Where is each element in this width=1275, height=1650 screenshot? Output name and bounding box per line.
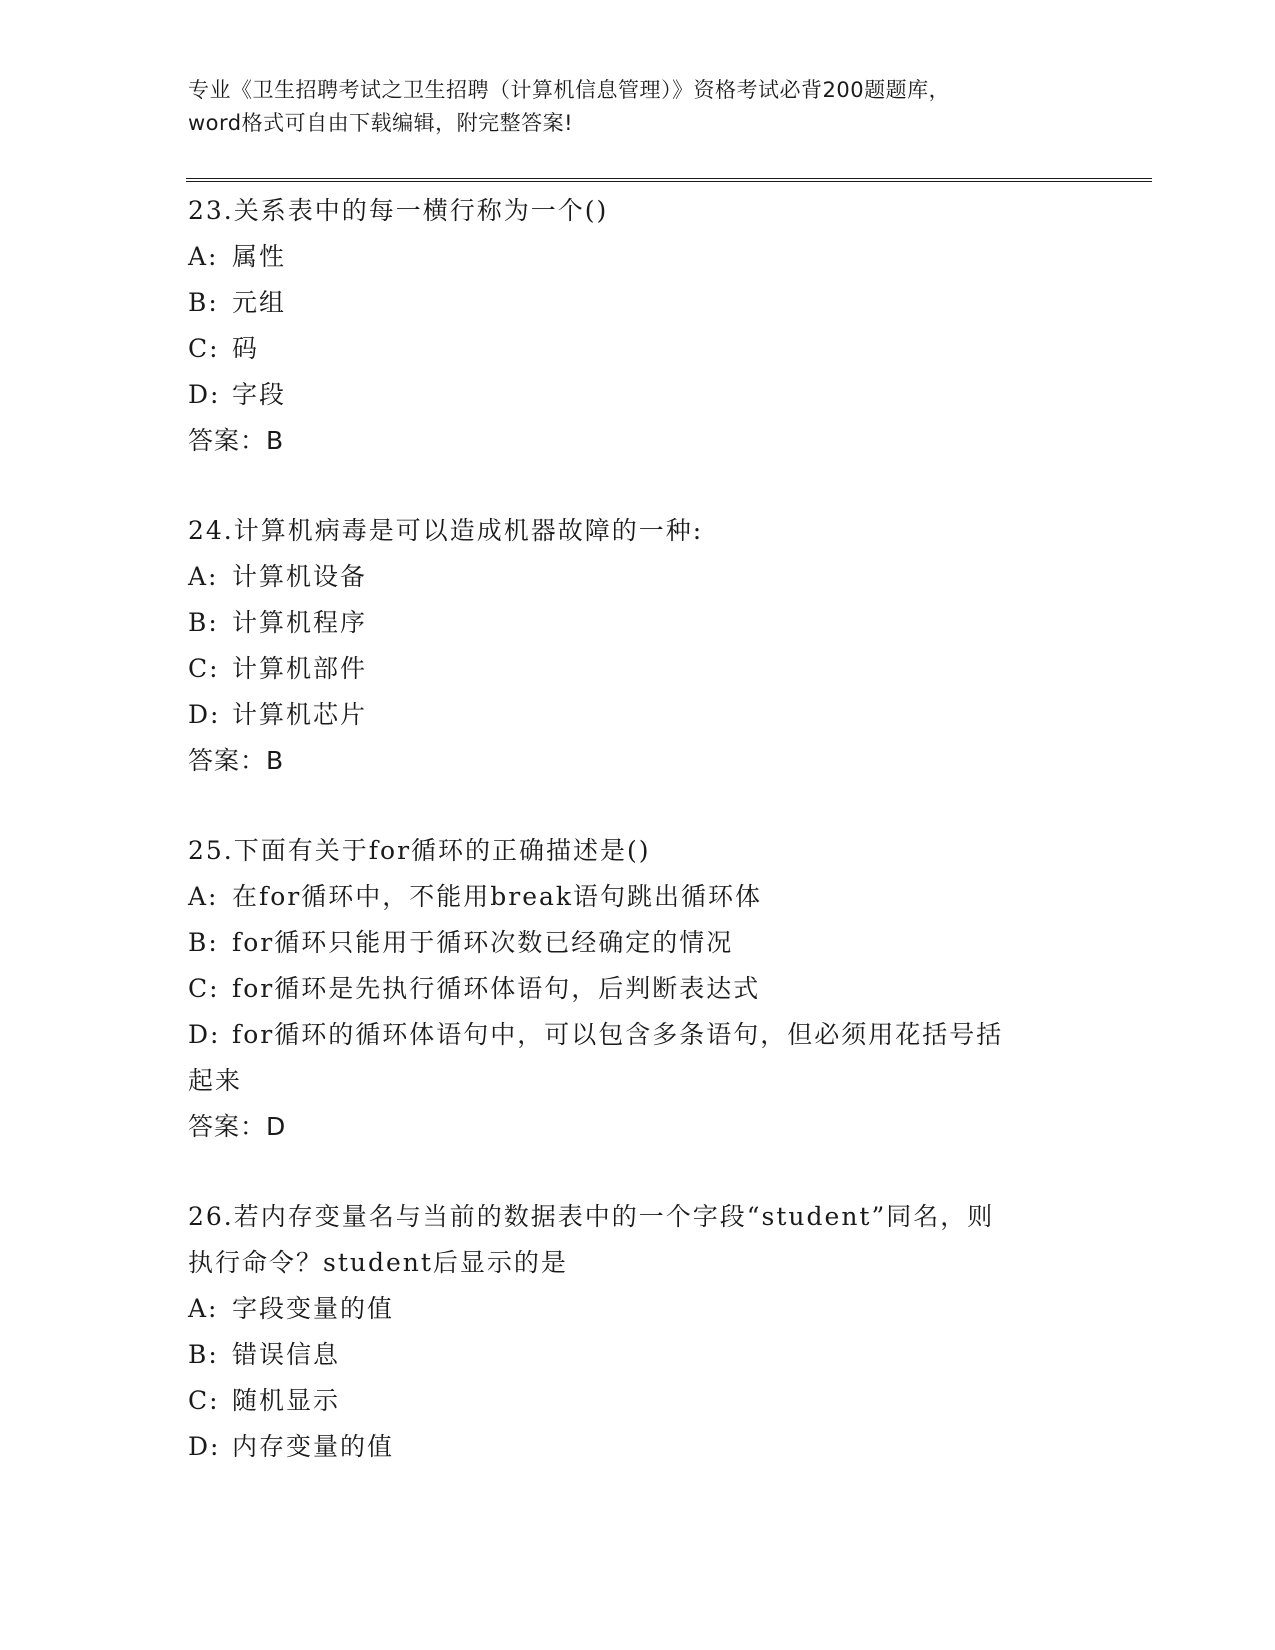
- option-text: 字段: [232, 380, 287, 409]
- option-text: 错误信息: [232, 1340, 341, 1369]
- answer-key: 答案：B: [188, 426, 285, 455]
- option-b: [188, 1332, 1088, 1378]
- option-d: [188, 692, 1088, 738]
- option-text: 元组: [232, 288, 287, 317]
- option-letter: A:: [188, 562, 219, 591]
- option-letter: C:: [188, 1386, 220, 1415]
- option-text: 计算机程序: [232, 608, 368, 637]
- option-letter: B:: [188, 288, 219, 317]
- option-d: [188, 1424, 1088, 1470]
- option-d: [188, 1012, 1088, 1058]
- option-text: 计算机部件: [232, 654, 368, 683]
- question-26: [188, 1194, 1088, 1470]
- option-text: 内存变量的值: [232, 1432, 395, 1461]
- option-text: 字段变量的值: [232, 1294, 395, 1323]
- option-text: 在for循环中，不能用break语句跳出循环体: [232, 882, 763, 911]
- header-title-line-1: 专业《卫生招聘考试之卫生招聘（计算机信息管理）》资格考试必背200题题库，: [188, 78, 951, 102]
- option-a: [188, 234, 1088, 280]
- option-b: [188, 600, 1088, 646]
- option-text: 随机显示: [232, 1386, 341, 1415]
- option-d: [188, 372, 1088, 418]
- option-a: [188, 1286, 1088, 1332]
- document-header: [188, 74, 1088, 140]
- option-a: [188, 874, 1088, 920]
- option-letter: C:: [188, 334, 220, 363]
- option-c: [188, 1378, 1088, 1424]
- question-stem-continued: 执行命令？student后显示的是: [188, 1248, 568, 1277]
- option-letter: D:: [188, 1432, 221, 1461]
- option-letter: B:: [188, 928, 219, 957]
- option-a: [188, 554, 1088, 600]
- option-text: for循环是先执行循环体语句，后判断表达式: [232, 974, 761, 1003]
- question-stem: 23.关系表中的每一横行称为一个(): [188, 196, 609, 225]
- option-b: [188, 280, 1088, 326]
- option-letter: B:: [188, 1340, 219, 1369]
- answer-key: 答案：D: [188, 1112, 287, 1141]
- question-stem: 26.若内存变量名与当前的数据表中的一个字段“student”同名，则: [188, 1202, 995, 1231]
- option-c: [188, 966, 1088, 1012]
- question-25: [188, 828, 1088, 1150]
- option-text: 属性: [232, 242, 287, 271]
- option-c: [188, 326, 1088, 372]
- option-letter: B:: [188, 608, 219, 637]
- option-text: 计算机芯片: [232, 700, 368, 729]
- option-letter: A:: [188, 1294, 219, 1323]
- option-letter: C:: [188, 974, 220, 1003]
- question-24: [188, 508, 1088, 784]
- question-23: [188, 188, 1088, 464]
- question-stem: 25.下面有关于for循环的正确描述是(): [188, 836, 651, 865]
- option-letter: C:: [188, 654, 220, 683]
- answer-key: 答案：B: [188, 746, 285, 775]
- option-text: 码: [232, 334, 260, 363]
- option-letter: D:: [188, 380, 221, 409]
- question-stem: 24.计算机病毒是可以造成机器故障的一种:: [188, 516, 704, 545]
- header-title-line-2: word格式可自由下载编辑，附完整答案!: [188, 111, 574, 135]
- option-text: for循环只能用于循环次数已经确定的情况: [232, 928, 734, 957]
- option-text: for循环的循环体语句中，可以包含多条语句，但必须用花括号括: [232, 1020, 1004, 1049]
- option-d-continued: 起来: [188, 1066, 243, 1095]
- option-letter: D:: [188, 1020, 221, 1049]
- header-double-rule: [186, 178, 1152, 182]
- question-list: [188, 188, 1088, 1514]
- option-c: [188, 646, 1088, 692]
- option-text: 计算机设备: [232, 562, 368, 591]
- option-letter: A:: [188, 882, 219, 911]
- option-b: [188, 920, 1088, 966]
- option-letter: A:: [188, 242, 219, 271]
- option-letter: D:: [188, 700, 221, 729]
